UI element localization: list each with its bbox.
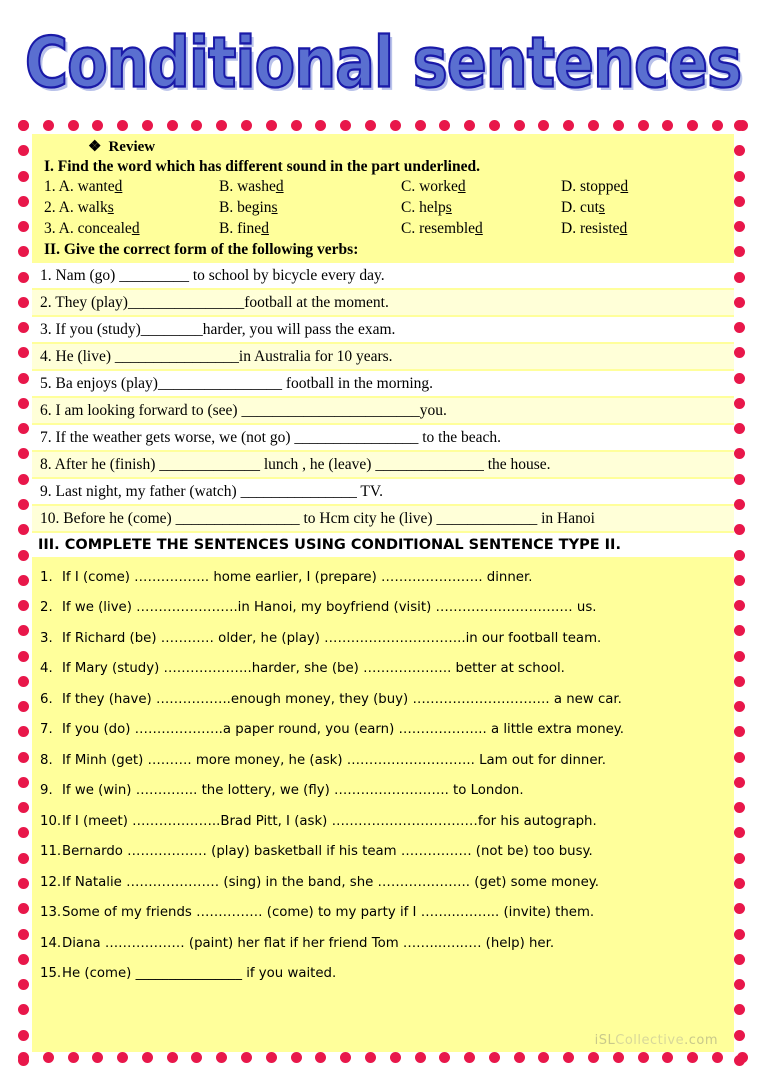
exercise-item[interactable] bbox=[40, 929, 726, 960]
mcq-option-a-underline: d bbox=[131, 219, 140, 237]
border-dot bbox=[117, 1052, 128, 1063]
border-dot bbox=[291, 120, 302, 131]
border-dot bbox=[734, 954, 745, 965]
border-dot bbox=[167, 120, 178, 131]
border-dot bbox=[18, 171, 29, 182]
exercise-item[interactable] bbox=[40, 776, 726, 807]
item-number: 4. bbox=[40, 661, 53, 677]
item-text: If we (win) ………….. the lottery, we (fly) …………………….. to London. bbox=[62, 783, 524, 799]
border-dot bbox=[18, 550, 29, 561]
mcq-option-d-underline: d bbox=[619, 219, 628, 237]
border-dot bbox=[734, 423, 745, 434]
item-number: 8. bbox=[40, 752, 53, 768]
border-dot bbox=[43, 1052, 54, 1063]
mcq-option-b: B. fine bbox=[219, 219, 262, 237]
border-dot bbox=[588, 1052, 599, 1063]
border-dot bbox=[18, 929, 29, 940]
worksheet-sheet bbox=[18, 120, 748, 1066]
border-dot bbox=[734, 600, 745, 611]
border-dot bbox=[18, 145, 29, 156]
mcq-option-a-underline: s bbox=[107, 198, 114, 216]
watermark-part-1: iSL bbox=[594, 1033, 616, 1048]
border-dot bbox=[18, 373, 29, 384]
border-dot bbox=[18, 322, 29, 333]
dotted-border-left bbox=[18, 120, 32, 1066]
mcq-option-b: B. begin bbox=[219, 198, 272, 216]
border-dot bbox=[92, 1052, 103, 1063]
border-dot bbox=[734, 171, 745, 182]
border-dot bbox=[613, 1052, 624, 1063]
border-dot bbox=[167, 1052, 178, 1063]
border-dot bbox=[340, 1052, 351, 1063]
border-dot bbox=[734, 1030, 745, 1041]
exercise-item[interactable] bbox=[40, 685, 726, 716]
border-dot bbox=[216, 120, 227, 131]
border-dot bbox=[18, 120, 29, 131]
border-dot bbox=[18, 853, 29, 864]
border-dot bbox=[18, 499, 29, 510]
border-dot bbox=[18, 196, 29, 207]
item-text: If you (do) ………………..a paper round, you (earn) ……………….. a little extra money. bbox=[62, 722, 625, 738]
border-dot bbox=[489, 1052, 500, 1063]
border-dot bbox=[638, 120, 649, 131]
exercise-item[interactable]: 8. After he (finish) _____________ lunch , he (leave) ______________ the house. bbox=[32, 452, 734, 479]
mcq-row bbox=[38, 219, 728, 240]
exercise-item[interactable]: 5. Ba enjoys (play)________________ football in the morning. bbox=[32, 371, 734, 398]
exercise-item[interactable] bbox=[40, 807, 726, 838]
border-dot bbox=[687, 1052, 698, 1063]
item-number: 6. bbox=[40, 691, 53, 707]
border-dot bbox=[734, 524, 745, 535]
mcq-option-a: A. walk bbox=[58, 198, 108, 216]
border-dot bbox=[241, 1052, 252, 1063]
page-title: Conditional sentences bbox=[24, 21, 742, 103]
mcq-option-b-underline: d bbox=[275, 177, 284, 195]
border-dot bbox=[538, 120, 549, 131]
border-dot bbox=[315, 1052, 326, 1063]
border-dot bbox=[18, 524, 29, 535]
border-dot bbox=[390, 1052, 401, 1063]
border-dot bbox=[613, 120, 624, 131]
item-number: 1. bbox=[40, 569, 53, 585]
border-dot bbox=[734, 120, 745, 131]
item-text: If Mary (study) ………………..harder, she (be) ……………….. better at school. bbox=[62, 661, 565, 677]
border-dot bbox=[489, 120, 500, 131]
item-text: Some of my friends …………… (come) to my party if I ……...……... (invite) them. bbox=[62, 905, 595, 921]
item-number: 13. bbox=[40, 905, 62, 921]
exercise-item[interactable]: 2. They (play)_______________football at the moment. bbox=[32, 290, 734, 317]
item-number: 2. bbox=[40, 600, 53, 616]
exercise-item[interactable] bbox=[40, 563, 726, 594]
item-number: 11. bbox=[40, 844, 62, 860]
item-text: If they (have) ……………..enough money, they (buy) …………………………. a new car. bbox=[62, 691, 622, 707]
border-dot bbox=[734, 651, 745, 662]
exercise-item[interactable] bbox=[40, 868, 726, 899]
border-dot bbox=[734, 474, 745, 485]
border-dot bbox=[18, 676, 29, 687]
border-dot bbox=[588, 120, 599, 131]
border-dot bbox=[538, 1052, 549, 1063]
border-dot bbox=[18, 221, 29, 232]
exercise-item[interactable]: 10. Before he (come) ________________ to Hcm city he (live) _____________ in Hanoi bbox=[32, 506, 734, 533]
border-dot bbox=[734, 347, 745, 358]
border-dot bbox=[216, 1052, 227, 1063]
review-text: Review bbox=[108, 139, 156, 155]
border-dot bbox=[18, 297, 29, 308]
border-dot bbox=[92, 120, 103, 131]
mcq-number: 1. bbox=[44, 177, 56, 195]
border-dot bbox=[18, 752, 29, 763]
border-dot bbox=[734, 625, 745, 636]
border-dot bbox=[563, 120, 574, 131]
exercise-item[interactable] bbox=[40, 746, 726, 777]
border-dot bbox=[734, 1004, 745, 1015]
page-title-banner bbox=[0, 0, 766, 118]
border-dot bbox=[340, 120, 351, 131]
border-dot bbox=[734, 221, 745, 232]
border-dot bbox=[365, 120, 376, 131]
border-dot bbox=[365, 1052, 376, 1063]
border-dot bbox=[734, 398, 745, 409]
border-dot bbox=[734, 726, 745, 737]
border-dot bbox=[18, 474, 29, 485]
exercise-item[interactable] bbox=[40, 654, 726, 685]
border-dot bbox=[734, 575, 745, 586]
border-dot bbox=[734, 499, 745, 510]
mcq-option-a: A. conceale bbox=[58, 219, 132, 237]
section-2-list bbox=[32, 263, 734, 533]
border-dot bbox=[18, 701, 29, 712]
border-dot bbox=[734, 373, 745, 384]
watermark-part-3: .com bbox=[684, 1033, 718, 1048]
border-dot bbox=[266, 1052, 277, 1063]
border-dot bbox=[734, 701, 745, 712]
border-dot bbox=[241, 120, 252, 131]
dotted-border-top bbox=[18, 120, 748, 134]
border-dot bbox=[18, 979, 29, 990]
border-dot bbox=[68, 1052, 79, 1063]
border-dot bbox=[191, 1052, 202, 1063]
border-dot bbox=[415, 1052, 426, 1063]
item-text: If I (meet) ………………..Brad Pitt, I (ask) ……………………………for his autograph. bbox=[62, 813, 597, 829]
border-dot bbox=[18, 448, 29, 459]
border-dot bbox=[18, 903, 29, 914]
mcq-option-c: C. resemble bbox=[401, 219, 476, 237]
border-dot bbox=[142, 1052, 153, 1063]
border-dot bbox=[734, 1055, 745, 1066]
border-dot bbox=[734, 903, 745, 914]
border-dot bbox=[734, 196, 745, 207]
mcq-option-a: A. wante bbox=[58, 177, 115, 195]
watermark bbox=[595, 1033, 718, 1048]
mcq-option-d: D. stoppe bbox=[561, 177, 621, 195]
border-dot bbox=[18, 878, 29, 889]
border-dot bbox=[734, 676, 745, 687]
mcq-option-c-underline: d bbox=[457, 177, 466, 195]
border-dot bbox=[18, 1030, 29, 1041]
border-dot bbox=[266, 120, 277, 131]
border-dot bbox=[18, 802, 29, 813]
review-label bbox=[38, 138, 728, 157]
border-dot bbox=[18, 600, 29, 611]
border-dot bbox=[18, 246, 29, 257]
exercise-item[interactable]: 9. Last night, my father (watch) _______________ TV. bbox=[32, 479, 734, 506]
item-number: 12. bbox=[40, 874, 62, 890]
item-text: If we (live) …………………..in Hanoi, my boyfriend (visit) ……………………….… us. bbox=[62, 600, 597, 616]
border-dot bbox=[43, 120, 54, 131]
exercise-item[interactable] bbox=[40, 959, 726, 990]
border-dot bbox=[734, 853, 745, 864]
mcq-row bbox=[38, 198, 728, 219]
border-dot bbox=[734, 322, 745, 333]
border-dot bbox=[734, 979, 745, 990]
border-dot bbox=[18, 1055, 29, 1066]
exercise-item[interactable] bbox=[40, 837, 726, 868]
mcq-option-d-underline: s bbox=[598, 198, 605, 216]
border-dot bbox=[18, 827, 29, 838]
border-dot bbox=[734, 550, 745, 561]
item-number: 15. bbox=[40, 966, 62, 982]
mcq-option-c: C. help bbox=[401, 198, 446, 216]
section-1-heading: I. Find the word which has different sound in the part underlined. bbox=[44, 157, 480, 175]
exercise-item[interactable]: 7. If the weather gets worse, we (not go) ________________ to the beach. bbox=[32, 425, 734, 452]
exercise-item[interactable]: 3. If you (study)________harder, you will pass the exam. bbox=[32, 317, 734, 344]
mcq-row bbox=[38, 177, 728, 198]
item-text: Diana ……………… (paint) her flat if her friend Tom ……...…..…. (help) her. bbox=[62, 935, 555, 951]
border-dot bbox=[734, 929, 745, 940]
border-dot bbox=[712, 1052, 723, 1063]
item-number: 7. bbox=[40, 722, 53, 738]
border-dot bbox=[18, 272, 29, 283]
exercise-item[interactable]: 6. I am looking forward to (see) _______________________you. bbox=[32, 398, 734, 425]
section-2-heading: II. Give the correct form of the following verbs: bbox=[44, 240, 359, 258]
mcq-number: 3. bbox=[44, 219, 56, 237]
dotted-border-right bbox=[734, 120, 748, 1066]
border-dot bbox=[662, 1052, 673, 1063]
exercise-item[interactable] bbox=[40, 593, 726, 624]
mcq-option-b-underline: s bbox=[271, 198, 278, 216]
border-dot bbox=[18, 347, 29, 358]
border-dot bbox=[315, 120, 326, 131]
border-dot bbox=[514, 120, 525, 131]
border-dot bbox=[734, 777, 745, 788]
border-dot bbox=[439, 1052, 450, 1063]
border-dot bbox=[464, 120, 475, 131]
item-number: 14. bbox=[40, 935, 62, 951]
border-dot bbox=[563, 1052, 574, 1063]
border-dot bbox=[662, 120, 673, 131]
border-dot bbox=[734, 827, 745, 838]
item-number: 3. bbox=[40, 630, 53, 646]
exercise-item[interactable] bbox=[40, 624, 726, 655]
worksheet-body bbox=[32, 134, 734, 1052]
border-dot bbox=[142, 120, 153, 131]
border-dot bbox=[687, 120, 698, 131]
diamond-bullet-icon: ❖ bbox=[88, 139, 102, 155]
mcq-option-c-underline: d bbox=[475, 219, 483, 237]
border-dot bbox=[18, 398, 29, 409]
border-dot bbox=[712, 120, 723, 131]
border-dot bbox=[18, 575, 29, 586]
exercise-item[interactable]: 4. He (live) ________________in Australia for 10 years. bbox=[32, 344, 734, 371]
border-dot bbox=[415, 120, 426, 131]
border-dot bbox=[734, 752, 745, 763]
border-dot bbox=[390, 120, 401, 131]
exercise-item[interactable] bbox=[40, 898, 726, 929]
border-dot bbox=[734, 272, 745, 283]
border-dot bbox=[734, 878, 745, 889]
dotted-border-bottom bbox=[18, 1052, 748, 1066]
border-dot bbox=[18, 423, 29, 434]
exercise-item[interactable] bbox=[40, 715, 726, 746]
border-dot bbox=[18, 726, 29, 737]
border-dot bbox=[117, 120, 128, 131]
border-dot bbox=[464, 1052, 475, 1063]
item-text: Bernardo ……………… (play) basketball if his team ……………. (not be) too busy. bbox=[62, 844, 593, 860]
item-text: If Richard (be) ………… older, he (play) …………………………..in our football team. bbox=[62, 630, 602, 646]
item-text: If Natalie ………………… (sing) in the band, she ………….…….. (get) some money. bbox=[62, 874, 599, 890]
border-dot bbox=[18, 954, 29, 965]
border-dot bbox=[18, 1004, 29, 1015]
border-dot bbox=[68, 120, 79, 131]
border-dot bbox=[734, 145, 745, 156]
border-dot bbox=[734, 297, 745, 308]
mcq-option-d: D. resiste bbox=[561, 219, 620, 237]
border-dot bbox=[638, 1052, 649, 1063]
border-dot bbox=[291, 1052, 302, 1063]
border-dot bbox=[18, 625, 29, 636]
border-dot bbox=[191, 120, 202, 131]
mcq-option-b-underline: d bbox=[261, 219, 269, 237]
item-text: If Minh (get) ………. more money, he (ask) ……………………….. Lam out for dinner. bbox=[62, 752, 607, 768]
mcq-option-d: D. cut bbox=[561, 198, 599, 216]
item-number: 10. bbox=[40, 813, 62, 829]
mcq-option-d-underline: d bbox=[620, 177, 629, 195]
item-number: 9. bbox=[40, 783, 53, 799]
item-text: He (come) ________________ if you waited. bbox=[62, 966, 337, 982]
mcq-option-a-underline: d bbox=[114, 177, 123, 195]
border-dot bbox=[18, 651, 29, 662]
mcq-option-b: B. washe bbox=[219, 177, 276, 195]
border-dot bbox=[514, 1052, 525, 1063]
section-3-list bbox=[32, 557, 734, 990]
exercise-item[interactable]: 1. Nam (go) _________ to school by bicycle every day. bbox=[32, 263, 734, 290]
item-text: If I (come) …………….. home earlier, I (prepare) ………………….. dinner. bbox=[62, 569, 533, 585]
border-dot bbox=[439, 120, 450, 131]
mcq-number: 2. bbox=[44, 198, 56, 216]
border-dot bbox=[734, 802, 745, 813]
mcq-option-c-underline: s bbox=[445, 198, 452, 216]
border-dot bbox=[734, 448, 745, 459]
mcq-option-c: C. worke bbox=[401, 177, 458, 195]
watermark-part-2: Collective bbox=[615, 1033, 685, 1048]
section-3-heading: III. COMPLETE THE SENTENCES USING CONDITIONAL SENTENCE TYPE II. bbox=[32, 533, 734, 557]
border-dot bbox=[18, 777, 29, 788]
border-dot bbox=[734, 246, 745, 257]
